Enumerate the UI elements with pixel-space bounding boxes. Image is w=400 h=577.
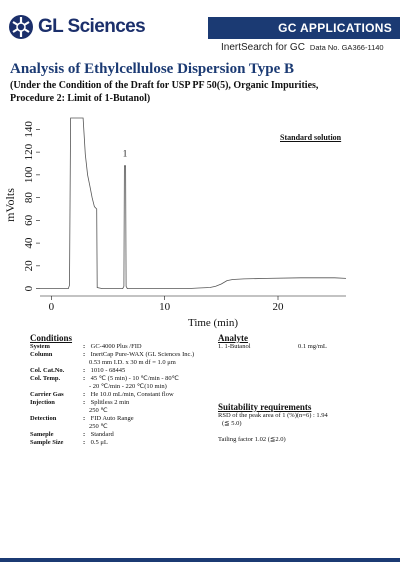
search-line [221,42,384,53]
analyte-title: Analyte [218,333,248,343]
condition-key: Col. Cat.No. [30,367,65,374]
y-tick-label: 120 [23,143,35,161]
header [0,0,400,60]
y-tick-label: 100 [23,166,35,184]
condition-value: : GC-4000 Plus /FID [83,343,142,350]
condition-row [30,375,215,383]
suitability-title: Suitability requirements [218,402,312,412]
y-tick-label: 20 [23,260,35,272]
chromatogram-chart [0,110,400,330]
condition-row [30,439,215,447]
y-tick-label: 140 [23,121,35,138]
condition-key: Column [30,351,53,358]
y-tick-label: 60 [23,214,35,226]
condition-key: Sameple [30,431,54,438]
app-category-label: GC APPLICATIONS [278,21,392,35]
condition-key: Carrier Gas [30,391,64,398]
condition-row [30,431,215,439]
subtitle-line-2: Procedure 2: Limit of 1-Butanol) [10,92,151,104]
subtitle-line-1: (Under the Condition of the Draft for USP PF 50(5), Organic Impurities, [10,80,319,91]
logo [8,14,145,40]
x-axis-ticks [49,296,284,313]
analyte-row [218,343,327,351]
condition-key: Injection [30,399,55,406]
condition-continuation: 0.53 mm I.D. x 30 m df = 1.0 μm [89,359,176,366]
y-tick-label: 40 [23,237,35,249]
condition-row [30,391,215,399]
x-axis-label: Time (min) [187,317,239,329]
tailing-factor: Tailing factor 1.02 (≦2.0) [218,436,286,443]
condition-key: Sample Size [30,439,64,446]
condition-row [30,367,215,375]
condition-row [30,415,215,423]
condition-value: : Standard [83,431,114,438]
y-tick-label: 0 [23,285,35,292]
document-title: Analysis of Ethylcellulose Dispersion Type B [10,61,295,77]
condition-value: : 0.5 μL [83,439,108,446]
conditions-title: Conditions [30,333,73,343]
condition-value: : 45 ℃ (5 min) - 10 ℃/min - 80℃ [83,375,179,382]
condition-key: Col. Temp. [30,375,61,382]
rsd-limit: (≦ 5.0) [222,420,242,427]
condition-value: : 1010 - 68445 [83,367,126,374]
data-number: Data No. GA366-1140 [309,43,384,52]
logo-text: GL Sciences [38,16,146,37]
condition-row [30,343,215,351]
analyte-name: 1. 1-Butanol [218,343,251,350]
condition-value: : InertCap Pure-WAX (GL Sciences Inc.) [83,351,195,358]
gl-sciences-logo-icon [8,14,34,40]
conditions-table [30,343,215,447]
search-label: InertSearch for GC [221,42,305,53]
y-axis-label: mVolts [3,188,17,222]
condition-continuation: - 20 ℃/min - 220 ℃(10 min) [89,383,167,390]
condition-value: : FID Auto Range [83,415,134,422]
x-tick-label: 0 [48,301,55,313]
condition-row [30,399,215,407]
rsd-line: RSD of the peak area of 1 (%)(n=6) : 1.94 [218,412,328,419]
condition-continuation: 250 ℃ [89,407,108,414]
y-axis-ticks [23,121,40,292]
analyte-concentration: 0.1 mg/mL [298,343,327,350]
document-subtitle [10,80,390,105]
peak-label: 1 [122,148,128,159]
condition-value: : Splitless 2 min [83,399,130,406]
condition-key: System [30,343,50,350]
standard-solution-label: Standard solution [280,133,342,142]
condition-value: : He 10.0 mL/min, Constant flow [83,391,174,398]
condition-continuation: 250 ℃ [89,423,108,430]
condition-row [30,351,215,359]
app-category-banner [208,17,400,39]
x-tick-label: 10 [159,301,171,313]
y-tick-label: 80 [23,192,35,204]
condition-key: Detection [30,415,57,422]
footer-bar [0,558,400,562]
peak-labels [123,149,128,159]
x-tick-label: 20 [272,301,284,313]
chromatogram-trace [40,118,346,289]
